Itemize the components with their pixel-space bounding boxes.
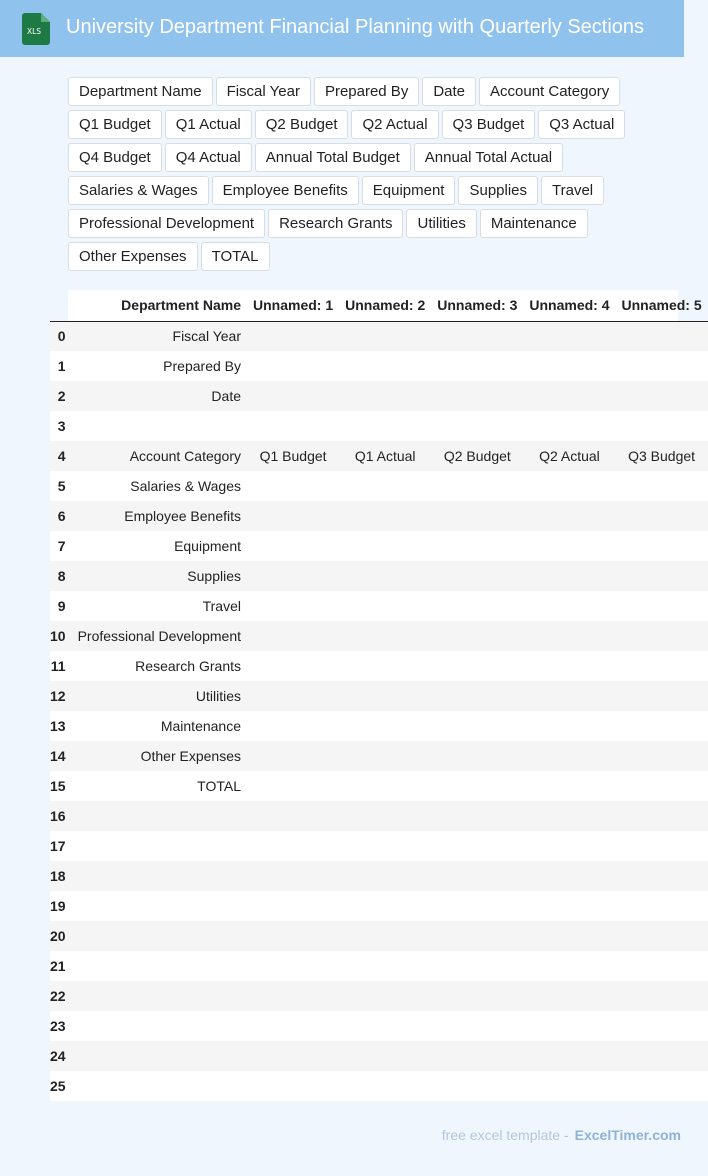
table-cell xyxy=(616,621,708,651)
table-cell xyxy=(616,801,708,831)
table-cell xyxy=(523,1041,615,1071)
file-icon-label: XLS xyxy=(26,27,42,36)
table-cell xyxy=(247,801,339,831)
tag-button[interactable]: Utilities xyxy=(406,209,476,238)
tag-button[interactable]: Q2 Budget xyxy=(255,110,349,139)
table-cell xyxy=(523,531,615,561)
table-row xyxy=(50,471,708,501)
table-cell xyxy=(247,351,339,381)
table-cell xyxy=(339,321,431,351)
table-cell xyxy=(616,591,708,621)
table-cell xyxy=(247,951,339,981)
row-index: 4 xyxy=(50,441,72,471)
table-cell xyxy=(339,741,431,771)
tag-button[interactable]: Q4 Budget xyxy=(68,143,162,172)
table-cell: Utilities xyxy=(72,681,247,711)
column-header: Unnamed: 2 xyxy=(339,290,431,321)
row-index: 25 xyxy=(50,1071,72,1101)
table-cell xyxy=(72,831,247,861)
table-cell xyxy=(247,501,339,531)
table-cell xyxy=(616,891,708,921)
header-bar xyxy=(0,0,684,57)
table-cell xyxy=(523,861,615,891)
table-cell: Prepared By xyxy=(72,351,247,381)
table-cell xyxy=(523,801,615,831)
table-cell xyxy=(431,711,523,741)
tag-button[interactable]: Maintenance xyxy=(480,209,588,238)
table-cell xyxy=(431,321,523,351)
table-cell xyxy=(616,381,708,411)
table-cell xyxy=(72,891,247,921)
row-index: 23 xyxy=(50,1011,72,1041)
table-row xyxy=(50,1071,708,1101)
table-cell xyxy=(431,981,523,1011)
table-cell xyxy=(339,831,431,861)
tag-button[interactable]: Q1 Actual xyxy=(165,110,252,139)
table-cell xyxy=(339,1041,431,1071)
table-cell: Fiscal Year xyxy=(72,321,247,351)
table-cell xyxy=(339,681,431,711)
row-index: 17 xyxy=(50,831,72,861)
table-row xyxy=(50,1041,708,1071)
table-cell xyxy=(431,531,523,561)
row-index: 14 xyxy=(50,741,72,771)
table-cell xyxy=(523,711,615,741)
tag-button[interactable]: Employee Benefits xyxy=(212,176,359,205)
table-cell xyxy=(523,351,615,381)
table-cell xyxy=(616,531,708,561)
table-cell xyxy=(72,1011,247,1041)
table-cell xyxy=(72,861,247,891)
table-cell xyxy=(339,1011,431,1041)
tag-button[interactable]: Q4 Actual xyxy=(165,143,252,172)
table-cell: Professional Development xyxy=(72,621,247,651)
table-row xyxy=(50,531,708,561)
table-cell xyxy=(523,411,615,441)
table-cell xyxy=(431,741,523,771)
footer-site-link[interactable]: ExcelTimer.com xyxy=(574,1127,681,1143)
spreadsheet-preview xyxy=(50,290,702,1101)
table-cell xyxy=(339,531,431,561)
tag-button[interactable]: Department Name xyxy=(68,77,213,106)
table-cell xyxy=(247,1011,339,1041)
table-cell: Supplies xyxy=(72,561,247,591)
table-cell: Q2 Actual xyxy=(523,441,615,471)
table-cell xyxy=(72,1041,247,1071)
row-index: 18 xyxy=(50,861,72,891)
table-cell xyxy=(431,1071,523,1101)
table-cell xyxy=(616,351,708,381)
row-index: 0 xyxy=(50,321,72,351)
table-cell xyxy=(431,501,523,531)
table-cell xyxy=(247,891,339,921)
table-row xyxy=(50,321,708,351)
table-cell xyxy=(431,351,523,381)
table-cell xyxy=(431,861,523,891)
table-cell xyxy=(339,861,431,891)
tag-button[interactable]: Date xyxy=(422,77,476,106)
table-header-row xyxy=(50,290,708,321)
tag-button[interactable]: Q1 Budget xyxy=(68,110,162,139)
table-cell xyxy=(431,951,523,981)
table-cell xyxy=(523,621,615,651)
table-cell: TOTAL xyxy=(72,771,247,801)
table-cell xyxy=(616,831,708,861)
table-cell xyxy=(339,951,431,981)
table-cell xyxy=(72,1071,247,1101)
data-table xyxy=(50,290,708,1101)
table-cell xyxy=(616,711,708,741)
table-row xyxy=(50,831,708,861)
table-cell: Research Grants xyxy=(72,651,247,681)
tag-button[interactable]: Research Grants xyxy=(268,209,403,238)
table-row xyxy=(50,411,708,441)
row-index: 11 xyxy=(50,651,72,681)
table-cell xyxy=(247,651,339,681)
table-cell xyxy=(523,831,615,861)
table-cell xyxy=(523,1011,615,1041)
table-cell xyxy=(616,861,708,891)
table-cell xyxy=(431,681,523,711)
table-cell xyxy=(72,801,247,831)
tag-button[interactable]: Q2 Actual xyxy=(351,110,438,139)
table-cell xyxy=(616,411,708,441)
tag-list xyxy=(68,77,628,271)
table-cell: Q1 Actual xyxy=(339,441,431,471)
table-row xyxy=(50,441,708,471)
table-cell xyxy=(72,411,247,441)
table-cell xyxy=(616,981,708,1011)
excel-file-icon xyxy=(22,13,50,45)
row-index: 20 xyxy=(50,921,72,951)
table-cell xyxy=(616,471,708,501)
table-cell xyxy=(431,1041,523,1071)
table-cell xyxy=(616,1041,708,1071)
table-cell xyxy=(431,621,523,651)
table-cell xyxy=(431,831,523,861)
table-cell: Other Expenses xyxy=(72,741,247,771)
table-row xyxy=(50,891,708,921)
tag-button[interactable]: TOTAL xyxy=(201,242,270,271)
row-index: 21 xyxy=(50,951,72,981)
table-cell xyxy=(616,1011,708,1041)
table-cell xyxy=(247,471,339,501)
table-cell xyxy=(247,381,339,411)
table-row xyxy=(50,1011,708,1041)
table-cell xyxy=(247,1071,339,1101)
table-cell xyxy=(523,561,615,591)
table-cell xyxy=(523,381,615,411)
table-cell xyxy=(247,741,339,771)
table-row xyxy=(50,621,708,651)
table-cell xyxy=(339,351,431,381)
table-cell xyxy=(72,921,247,951)
column-header: Unnamed: 5 xyxy=(616,290,708,321)
table-cell xyxy=(523,981,615,1011)
row-index: 6 xyxy=(50,501,72,531)
table-cell xyxy=(339,771,431,801)
table-row xyxy=(50,591,708,621)
table-cell: Maintenance xyxy=(72,711,247,741)
table-cell xyxy=(523,321,615,351)
table-cell xyxy=(339,501,431,531)
table-cell xyxy=(247,1041,339,1071)
table-row xyxy=(50,861,708,891)
table-cell xyxy=(431,411,523,441)
row-index: 22 xyxy=(50,981,72,1011)
tag-button[interactable]: Other Expenses xyxy=(68,242,198,271)
row-index: 16 xyxy=(50,801,72,831)
table-row xyxy=(50,981,708,1011)
table-cell xyxy=(616,921,708,951)
table-row xyxy=(50,741,708,771)
table-cell xyxy=(339,651,431,681)
table-cell xyxy=(523,741,615,771)
table-row xyxy=(50,951,708,981)
tag-button[interactable]: Travel xyxy=(541,176,604,205)
table-cell: Equipment xyxy=(72,531,247,561)
table-cell xyxy=(247,981,339,1011)
column-header: Unnamed: 3 xyxy=(431,290,523,321)
table-cell xyxy=(431,891,523,921)
table-cell xyxy=(339,471,431,501)
table-cell xyxy=(431,561,523,591)
table-cell xyxy=(339,1071,431,1101)
table-cell xyxy=(339,561,431,591)
table-cell: Salaries & Wages xyxy=(72,471,247,501)
table-cell xyxy=(431,801,523,831)
table-cell xyxy=(431,651,523,681)
table-cell xyxy=(339,621,431,651)
table-cell xyxy=(616,771,708,801)
table-cell xyxy=(339,381,431,411)
column-header: Department Name xyxy=(72,290,247,321)
table-cell xyxy=(247,831,339,861)
row-index: 13 xyxy=(50,711,72,741)
table-row xyxy=(50,651,708,681)
table-row xyxy=(50,681,708,711)
table-cell xyxy=(523,471,615,501)
table-cell xyxy=(431,381,523,411)
table-cell xyxy=(72,981,247,1011)
table-row xyxy=(50,351,708,381)
table-cell: Travel xyxy=(72,591,247,621)
tag-button[interactable]: Supplies xyxy=(458,176,538,205)
table-cell xyxy=(616,321,708,351)
table-cell xyxy=(339,711,431,741)
table-cell xyxy=(431,471,523,501)
row-index: 8 xyxy=(50,561,72,591)
table-cell xyxy=(523,501,615,531)
footer-text: free excel template - xyxy=(441,1127,569,1143)
row-index: 10 xyxy=(50,621,72,651)
table-cell xyxy=(523,771,615,801)
table-cell xyxy=(247,921,339,951)
table-cell xyxy=(431,1011,523,1041)
tag-button[interactable]: Fiscal Year xyxy=(216,77,311,106)
page-title: University Department Financial Planning with Quarterly Sections xyxy=(66,16,645,38)
table-cell xyxy=(247,561,339,591)
table-cell: Q2 Budget xyxy=(431,441,523,471)
table-cell xyxy=(247,411,339,441)
table-cell xyxy=(339,411,431,441)
table-cell xyxy=(339,981,431,1011)
tag-button[interactable]: Annual Total Actual xyxy=(414,143,563,172)
table-cell xyxy=(616,651,708,681)
table-row xyxy=(50,711,708,741)
table-cell xyxy=(247,591,339,621)
table-cell xyxy=(339,921,431,951)
table-cell xyxy=(523,651,615,681)
table-cell xyxy=(339,801,431,831)
tag-button[interactable]: Q3 Actual xyxy=(538,110,625,139)
table-cell xyxy=(523,681,615,711)
row-index: 9 xyxy=(50,591,72,621)
row-index: 2 xyxy=(50,381,72,411)
table-row xyxy=(50,501,708,531)
tag-button[interactable]: Equipment xyxy=(362,176,456,205)
table-cell xyxy=(523,591,615,621)
row-index: 3 xyxy=(50,411,72,441)
table-row xyxy=(50,921,708,951)
table-cell xyxy=(616,501,708,531)
table-cell xyxy=(72,951,247,981)
table-cell: Date xyxy=(72,381,247,411)
row-index: 15 xyxy=(50,771,72,801)
row-index: 24 xyxy=(50,1041,72,1071)
index-header xyxy=(50,290,72,321)
table-row xyxy=(50,771,708,801)
table-cell xyxy=(247,861,339,891)
table-cell xyxy=(431,771,523,801)
table-cell xyxy=(247,531,339,561)
tag-button[interactable]: Account Category xyxy=(479,77,620,106)
row-index: 7 xyxy=(50,531,72,561)
row-index: 19 xyxy=(50,891,72,921)
table-cell: Q1 Budget xyxy=(247,441,339,471)
table-row xyxy=(50,801,708,831)
table-cell xyxy=(247,711,339,741)
table-cell xyxy=(616,951,708,981)
row-index: 5 xyxy=(50,471,72,501)
tag-button[interactable]: Prepared By xyxy=(314,77,419,106)
table-cell xyxy=(339,891,431,921)
tag-button[interactable]: Salaries & Wages xyxy=(68,176,209,205)
column-header: Unnamed: 1 xyxy=(247,290,339,321)
table-cell: Account Category xyxy=(72,441,247,471)
table-cell xyxy=(616,561,708,591)
table-cell: Employee Benefits xyxy=(72,501,247,531)
table-cell xyxy=(247,681,339,711)
table-cell xyxy=(616,741,708,771)
table-cell xyxy=(431,921,523,951)
table-row xyxy=(50,381,708,411)
table-cell xyxy=(247,771,339,801)
table-cell xyxy=(616,681,708,711)
tag-button[interactable]: Professional Development xyxy=(68,209,265,238)
table-cell xyxy=(247,321,339,351)
table-cell: Q3 Budget xyxy=(616,441,708,471)
table-cell xyxy=(247,621,339,651)
table-cell xyxy=(523,1071,615,1101)
table-cell xyxy=(339,591,431,621)
tag-button[interactable]: Annual Total Budget xyxy=(255,143,411,172)
table-cell xyxy=(431,591,523,621)
table-cell xyxy=(523,951,615,981)
row-index: 12 xyxy=(50,681,72,711)
table-cell xyxy=(616,1071,708,1101)
footer xyxy=(442,1127,681,1143)
tag-button[interactable]: Q3 Budget xyxy=(442,110,536,139)
table-row xyxy=(50,561,708,591)
table-cell xyxy=(523,891,615,921)
column-header: Unnamed: 4 xyxy=(523,290,615,321)
row-index: 1 xyxy=(50,351,72,381)
table-cell xyxy=(523,921,615,951)
